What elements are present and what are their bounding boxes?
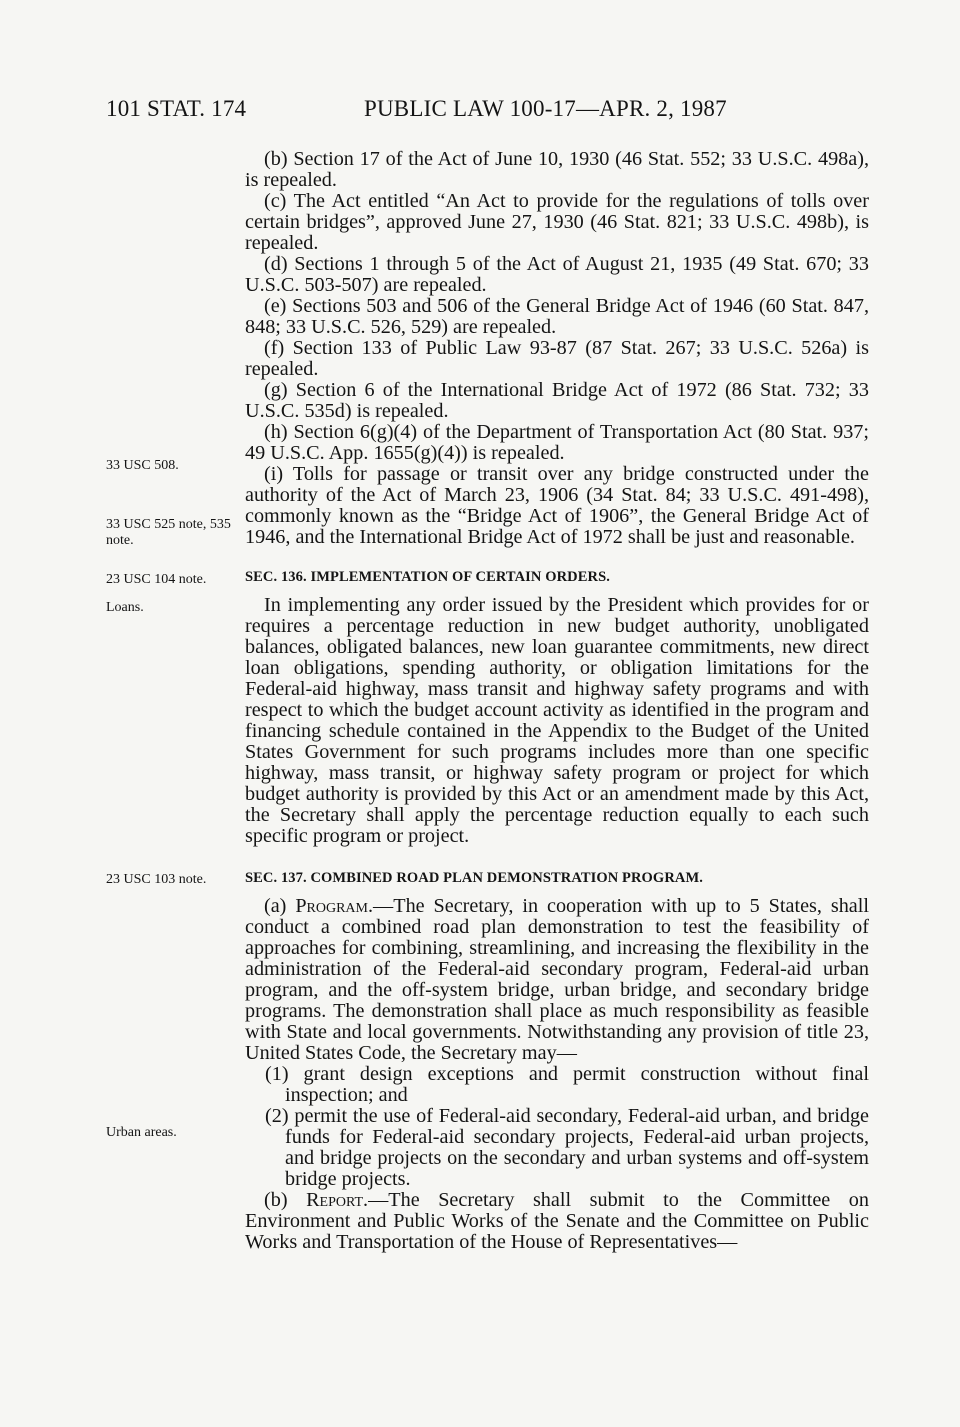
paragraph-i: (i) Tolls for passage or transit over any bridge constructed under the authority of the Act of March 23, 1906 (34 Stat. 84; 33 U.S.C. 491-498), commonly known as the “Bridge Act of 1906”, the General Bridge Act of 1946, and the International Bridge Act of 1972 shall be just and reasonable. [245, 463, 869, 548]
list-item-1: (1) grant design exceptions and permit construction without final inspection; and [265, 1063, 869, 1106]
section-136-body [245, 595, 869, 847]
subsections-b-to-i [245, 149, 869, 548]
paragraph-e: (e) Sections 503 and 506 of the General Bridge Act of 1946 (60 Stat. 847, 848; 33 U.S.C. 526, 529) are repealed. [245, 295, 869, 338]
list-item-2: (2) permit the use of Federal-aid secondary, Federal-aid urban, and bridge funds for Federal-aid secondary projects, Federal-aid urban projects, and bridge projects on the secondary and urban systems and off-system bridge projects. [265, 1105, 869, 1190]
paragraph-g: (g) Section 6 of the International Bridge Act of 1972 (86 Stat. 732; 33 U.S.C. 535d) is repealed. [245, 379, 869, 422]
section-136-text: In implementing any order issued by the President which provides for or requires a percentage reduction in new budget authority, unobligated balances, obligated balances, new loan guarantee commitments, new direct loan obligations, spending authority, or obligation limitations for the Federal-aid highway, mass transit and highway safety programs and with respect to which the budget account activity as identified in the program and financing schedule contained in the Appendix to the Budget of the United States Government for such programs includes more than one specific highway, mass transit, or highway safety program or project for which budget authority is provided by this Act or an amendment made by this Act, the Secretary shall apply the percentage reduction equally to each such specific program or project. [245, 594, 869, 847]
subsection-b [245, 1190, 869, 1253]
running-head [106, 96, 746, 124]
margin-note-urban-areas: Urban areas. [106, 1125, 177, 1140]
subsection-b-label: (b) [264, 1189, 307, 1211]
paragraph-d: (d) Sections 1 through 5 of the Act of August 21, 1935 (49 Stat. 670; 33 U.S.C. 503-507) are repealed. [245, 253, 869, 296]
subsection-a-heading: Program. [295, 895, 374, 917]
paragraph-c: (c) The Act entitled “An Act to provide for the regulations of tolls over certain bridges”, approved June 27, 1930 (46 Stat. 821; 33 U.S.C. 498b), is repealed. [245, 190, 869, 254]
margin-note-loans: Loans. [106, 600, 144, 615]
section-136-heading: SEC. 136. IMPLEMENTATION OF CERTAIN ORDERS. [245, 569, 610, 585]
law-title: PUBLIC LAW 100-17—APR. 2, 1987 [364, 96, 727, 121]
paragraph-h: (h) Section 6(g)(4) of the Department of Transportation Act (80 Stat. 937; 49 U.S.C. App. 1655(g)(4)) is repealed. [245, 421, 869, 464]
subsection-a-label: (a) [264, 895, 296, 917]
section-137-heading: SEC. 137. COMBINED ROAD PLAN DEMONSTRATION PROGRAM. [245, 870, 703, 886]
margin-note-23-usc-103: 23 USC 103 note. [106, 872, 207, 887]
subsection-b-text: —The Secretary shall submit to the Committee on Environment and Public Works of the Senate and the Committee on Public Works and Transportation of the House of Representatives— [245, 1189, 869, 1253]
paragraph-b: (b) Section 17 of the Act of June 10, 1930 (46 Stat. 552; 33 U.S.C. 498a), is repealed. [245, 148, 869, 191]
subsection-a [245, 896, 869, 1064]
margin-note-23-usc-104: 23 USC 104 note. [106, 572, 207, 587]
subsection-b-heading: Report. [306, 1189, 369, 1211]
margin-note-33-usc-525: 33 USC 525 note, 535 note. [106, 517, 231, 548]
subsection-a-text: —The Secretary, in cooperation with up to 5 States, shall conduct a combined road plan demonstration to test the feasibility of approaches for combining, streamlining, and increasing the flexibility in the administration of the Federal-aid secondary program, Federal-aid urban program, and the off-system bridge, urban bridge, and secondary bridge programs. The demonstration shall place as much responsibility as feasible with State and local governments. Notwithstanding any provision of title 23, United States Code, the Secretary may— [245, 895, 869, 1064]
margin-note-33-usc-508: 33 USC 508. [106, 458, 179, 473]
stat-citation: 101 STAT. 174 [106, 96, 247, 121]
paragraph-f: (f) Section 133 of Public Law 93-87 (87 Stat. 267; 33 U.S.C. 526a) is repealed. [245, 337, 869, 380]
section-137-body [245, 896, 869, 1253]
